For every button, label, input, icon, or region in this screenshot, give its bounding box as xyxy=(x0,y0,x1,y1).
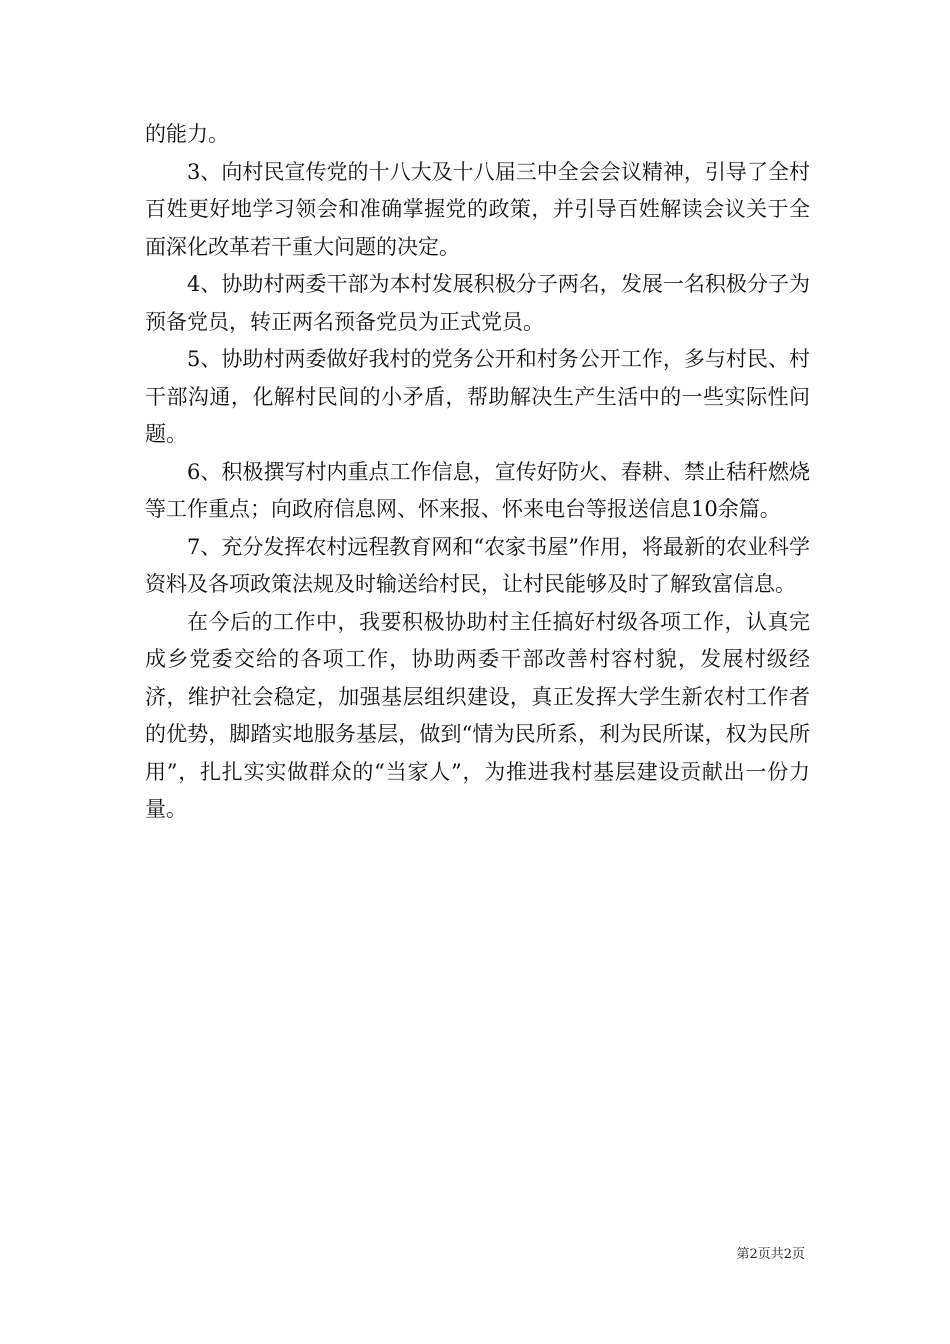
paragraph-item-7: 7、充分发挥农村远程教育网和“农家书屋”作用，将最新的农业科学资料及各项政策法规及时输送给村民，让村民能够及时了解致富信息。 xyxy=(145,534,810,596)
paragraph-item-4: 4、协助村两委干部为本村发展积极分子两名，发展一名积极分子为预备党员，转正两名预备党员为正式党员。 xyxy=(145,272,810,334)
paragraph-item-5: 5、协助村两委做好我村的党务公开和村务公开工作，多与村民、村干部沟通，化解村民间的小矛盾，帮助解决生产生活中的一些实际性问题。 xyxy=(145,347,810,446)
paragraph-conclusion: 在今后的工作中，我要积极协助村主任搞好村级各项工作，认真完成乡党委交给的各项工作，协助两委干部改善村容村貌，发展村级经济，维护社会稳定，加强基层组织建设，真正发挥大学生新农村工作者的优势，脚踏实地服务基层，做到“情为民所系，利为民所谋，权为民所用”，扎扎实实做群众的“当家人”，为推进我村基层建设贡献出一份力量。 xyxy=(145,609,810,821)
paragraph-continuation: 的能力。 xyxy=(145,122,229,146)
page-number-footer: 第2页共2页 xyxy=(736,1247,805,1262)
document-body xyxy=(145,116,810,829)
paragraph-item-6: 6、积极撰写村内重点工作信息，宣传好防火、春耕、禁止秸秆燃烧等工作重点；向政府信息网、怀来报、怀来电台等报送信息10余篇。 xyxy=(145,459,810,521)
paragraph-item-3: 3、向村民宣传党的十八大及十八届三中全会会议精神，引导了全村百姓更好地学习领会和准确掌握党的政策，并引导百姓解读会议关于全面深化改革若干重大问题的决定。 xyxy=(145,159,810,259)
